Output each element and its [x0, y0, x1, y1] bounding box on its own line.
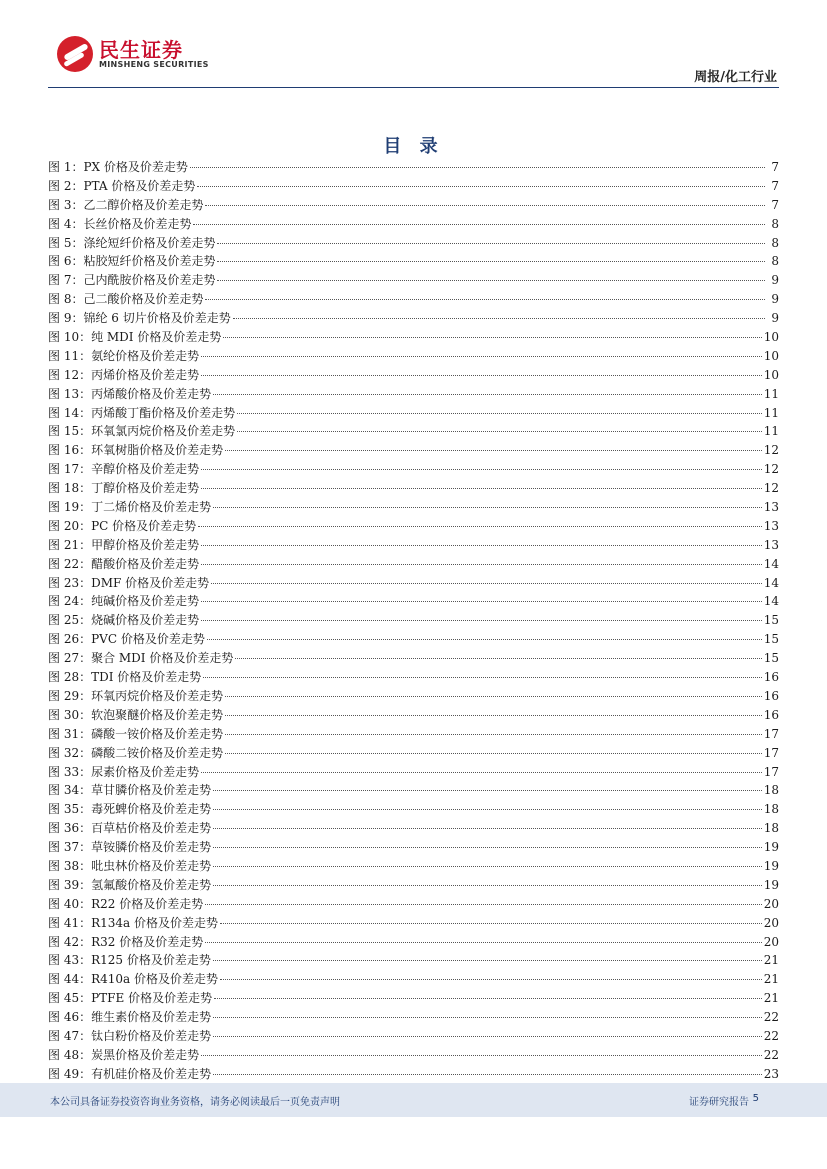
toc-entry[interactable]: [48, 290, 779, 309]
toc-leader-dots: [213, 809, 762, 810]
toc-entry[interactable]: [48, 196, 779, 215]
toc-entry-page: 17: [763, 764, 779, 779]
logo-english-name: MINSHENG SECURITIES: [99, 60, 209, 69]
report-type-label: 周报/化工行业: [694, 70, 777, 85]
toc-entry[interactable]: [48, 215, 779, 234]
toc-entry-label: 图 24：纯碱价格及价差走势: [48, 594, 200, 609]
toc-entry-label: 图 38：吡虫林价格及价差走势: [48, 858, 212, 873]
toc-leader-dots: [201, 488, 762, 489]
toc-entry[interactable]: [48, 668, 779, 687]
toc-entry-label: 图 48：炭黑价格及价差走势: [48, 1047, 200, 1062]
toc-entry-label: 图 45：PTFE 价格及价差走势: [48, 991, 213, 1006]
toc-entry[interactable]: [48, 706, 779, 725]
toc-entry-page: 19: [763, 877, 779, 892]
toc-entry-page: 21: [763, 991, 779, 1006]
toc-entry[interactable]: [48, 177, 779, 196]
toc-entry-label: 图 13：丙烯酸价格及价差走势: [48, 386, 212, 401]
toc-entry[interactable]: [48, 1065, 779, 1084]
toc-leader-dots: [203, 677, 761, 678]
toc-entry[interactable]: [48, 158, 779, 177]
toc-entry-page: 15: [763, 632, 779, 647]
toc-entry-label: 图 23：DMF 价格及价差走势: [48, 575, 210, 590]
toc-leader-dots: [213, 790, 762, 791]
toc-entry-page: 17: [763, 745, 779, 760]
toc-entry-label: 图 5：涤纶短纤价格及价差走势: [48, 235, 216, 250]
toc-leader-dots: [197, 186, 765, 187]
toc-entry-label: 图 34：草甘膦价格及价差走势: [48, 783, 212, 798]
toc-entry[interactable]: [48, 592, 779, 611]
toc-entry-label: 图 12：丙烯价格及价差走势: [48, 367, 200, 382]
toc-entry[interactable]: [48, 479, 779, 498]
toc-entry[interactable]: [48, 328, 779, 347]
toc-leader-dots: [217, 280, 765, 281]
toc-entry-label: 图 40：R22 价格及价差走势: [48, 896, 204, 911]
toc-entry-page: 11: [763, 405, 779, 420]
toc-entry[interactable]: [48, 611, 779, 630]
toc-entry[interactable]: [48, 687, 779, 706]
toc-entry-label: 图 47：钛白粉价格及价差走势: [48, 1028, 212, 1043]
toc-entry-label: 图 29：环氧丙烷价格及价差走势: [48, 688, 224, 703]
toc-entry-label: 图 28：TDI 价格及价差走势: [48, 670, 202, 685]
toc-entry-page: 15: [763, 651, 779, 666]
toc-entry-page: 8: [771, 254, 779, 269]
toc-entry[interactable]: [48, 725, 779, 744]
toc-entry[interactable]: [48, 404, 779, 423]
toc-entry-label: 图 30：软泡聚醚价格及价差走势: [48, 707, 224, 722]
toc-entry-page: 9: [771, 273, 779, 288]
toc-entry[interactable]: [48, 347, 779, 366]
toc-entry[interactable]: [48, 309, 779, 328]
toc-leader-dots: [233, 318, 765, 319]
toc-entry-page: 11: [763, 386, 779, 401]
toc-entry-page: 8: [771, 235, 779, 250]
toc-leader-dots: [217, 243, 765, 244]
toc-leader-dots: [201, 545, 762, 546]
toc-entry[interactable]: [48, 649, 779, 668]
toc-leader-dots: [213, 847, 762, 848]
toc-entry-label: 图 27：聚合 MDI 价格及价差走势: [48, 651, 234, 666]
toc-entry-page: 9: [771, 292, 779, 307]
toc-entry-page: 23: [763, 1066, 779, 1081]
toc-entry[interactable]: [48, 781, 779, 800]
toc-entry[interactable]: [48, 1027, 779, 1046]
toc-leader-dots: [201, 469, 762, 470]
toc-leader-dots: [205, 205, 765, 206]
toc-entry-label: 图 21：甲醇价格及价差走势: [48, 537, 200, 552]
toc-leader-dots: [220, 979, 762, 980]
toc-entry-page: 18: [763, 783, 779, 798]
toc-entry-label: 图 43：R125 价格及价差走势: [48, 953, 211, 968]
toc-entry[interactable]: [48, 819, 779, 838]
toc-entry-page: 18: [763, 802, 779, 817]
toc-entry[interactable]: [48, 574, 779, 593]
toc-entry[interactable]: [48, 933, 779, 952]
toc-entry[interactable]: [48, 555, 779, 574]
toc-entry-label: 图 3：乙二醇价格及价差走势: [48, 197, 204, 212]
toc-entry[interactable]: [48, 252, 779, 271]
toc-leader-dots: [213, 1036, 762, 1037]
toc-entry[interactable]: [48, 876, 779, 895]
toc-leader-dots: [201, 564, 762, 565]
toc-leader-dots: [213, 1074, 762, 1075]
footer-page-number: 5: [752, 1093, 759, 1104]
toc-entry-label: 图 14：丙烯酸丁酯价格及价差走势: [48, 405, 236, 420]
toc-entry-label: 图 11：氨纶价格及价差走势: [48, 348, 200, 363]
toc-leader-dots: [201, 375, 762, 376]
toc-entry[interactable]: [48, 744, 779, 763]
toc-entry-page: 22: [763, 1010, 779, 1025]
toc-entry-page: 17: [763, 726, 779, 741]
toc-entry-page: 19: [763, 840, 779, 855]
toc-entry[interactable]: [48, 1046, 779, 1065]
toc-entry-page: 10: [763, 330, 779, 345]
toc-entry-label: 图 10：纯 MDI 价格及价差走势: [48, 330, 222, 345]
toc-entry[interactable]: [48, 460, 779, 479]
toc-leader-dots: [198, 526, 762, 527]
footer-disclaimer: 本公司具备证券投资咨询业务资格，请务必阅读最后一页免责声明: [50, 1097, 340, 1108]
toc-entry-label: 图 44：R410a 价格及价差走势: [48, 972, 218, 987]
toc-entry[interactable]: [48, 989, 779, 1008]
toc-entry-page: 16: [763, 707, 779, 722]
toc-entry[interactable]: [48, 838, 779, 857]
toc-leader-dots: [201, 620, 762, 621]
toc-leader-dots: [223, 337, 761, 338]
toc-entry-page: 22: [763, 1047, 779, 1062]
toc-entry-page: 7: [771, 160, 779, 174]
page-header: [0, 0, 827, 92]
toc-entry-label: 图 8：己二酸价格及价差走势: [48, 292, 204, 307]
toc-leader-dots: [205, 942, 762, 943]
toc-entry-page: 12: [763, 462, 779, 477]
toc-entry-page: 15: [763, 613, 779, 628]
toc-entry-page: 16: [763, 670, 779, 685]
toc-entry-label: 图 33：尿素价格及价差走势: [48, 764, 200, 779]
toc-entry[interactable]: [48, 536, 779, 555]
toc-entry-label: 图 20：PC 价格及价差走势: [48, 518, 197, 533]
toc-leader-dots: [207, 639, 762, 640]
toc-entry-label: 图 2：PTA 价格及价差走势: [48, 178, 196, 193]
toc-entry[interactable]: [48, 498, 779, 517]
toc-entry[interactable]: [48, 763, 779, 782]
toc-entry-page: 7: [771, 178, 779, 193]
toc-entry-label: 图 42：R32 价格及价差走势: [48, 934, 204, 949]
toc-leader-dots: [190, 167, 765, 168]
toc-entry-label: 图 49：有机硅价格及价差走势: [48, 1066, 212, 1081]
company-logo: [57, 32, 217, 76]
toc-leader-dots: [225, 696, 762, 697]
toc-entry-label: 图 31：磷酸一铵价格及价差走势: [48, 726, 224, 741]
toc-leader-dots: [237, 413, 762, 414]
toc-entry[interactable]: [48, 385, 779, 404]
toc-entry[interactable]: [48, 366, 779, 385]
table-of-contents: [48, 158, 779, 1084]
toc-entry-page: 9: [771, 311, 779, 326]
toc-leader-dots: [213, 507, 762, 508]
toc-entry-label: 图 6：粘胶短纤价格及价差走势: [48, 254, 216, 269]
toc-title: 目 录: [383, 136, 444, 157]
toc-entry[interactable]: [48, 800, 779, 819]
toc-entry[interactable]: [48, 234, 779, 253]
toc-entry-page: 21: [763, 953, 779, 968]
toc-leader-dots: [201, 356, 762, 357]
toc-entry-label: 图 19：丁二烯价格及价差走势: [48, 500, 212, 515]
toc-entry-page: 13: [763, 537, 779, 552]
toc-entry-page: 20: [763, 915, 779, 930]
toc-leader-dots: [225, 715, 762, 716]
toc-leader-dots: [225, 734, 762, 735]
toc-entry-page: 13: [763, 518, 779, 533]
toc-leader-dots: [213, 866, 762, 867]
toc-entry-page: 10: [763, 367, 779, 382]
toc-entry-label: 图 46：维生素价格及价差走势: [48, 1010, 212, 1025]
toc-entry-page: 7: [771, 197, 779, 212]
toc-entry-page: 14: [763, 594, 779, 609]
toc-leader-dots: [213, 828, 762, 829]
logo-chinese-name: 民生证券: [99, 38, 183, 62]
toc-leader-dots: [220, 923, 762, 924]
toc-entry[interactable]: [48, 895, 779, 914]
logo-mark-icon: [57, 36, 93, 72]
toc-entry[interactable]: [48, 857, 779, 876]
toc-entry-label: 图 36：百草枯价格及价差走势: [48, 821, 212, 836]
toc-entry-label: 图 7：己内酰胺价格及价差走势: [48, 273, 216, 288]
toc-entry-label: 图 39：氢氟酸价格及价差走势: [48, 877, 212, 892]
toc-leader-dots: [201, 601, 762, 602]
toc-entry[interactable]: [48, 271, 779, 290]
page-footer: [0, 1083, 827, 1117]
toc-entry-page: 21: [763, 972, 779, 987]
header-divider: [48, 87, 779, 88]
toc-entry-page: 12: [763, 443, 779, 458]
toc-entry[interactable]: [48, 441, 779, 460]
toc-entry[interactable]: [48, 951, 779, 970]
toc-entry-label: 图 9：锦纶 6 切片价格及价差走势: [48, 311, 231, 326]
toc-entry-label: 图 35：毒死蜱价格及价差走势: [48, 802, 212, 817]
toc-leader-dots: [213, 885, 762, 886]
toc-entry-page: 12: [763, 481, 779, 496]
toc-leader-dots: [211, 583, 762, 584]
toc-entry-label: 图 22：醋酸价格及价差走势: [48, 556, 200, 571]
toc-entry-label: 图 17：辛醇价格及价差走势: [48, 462, 200, 477]
toc-entry[interactable]: [48, 517, 779, 536]
toc-entry-page: 13: [763, 500, 779, 515]
toc-entry[interactable]: [48, 630, 779, 649]
toc-leader-dots: [193, 224, 765, 225]
toc-leader-dots: [214, 998, 762, 999]
toc-leader-dots: [225, 753, 762, 754]
toc-leader-dots: [217, 261, 765, 262]
toc-leader-dots: [235, 658, 761, 659]
toc-entry-page: 11: [763, 424, 779, 439]
toc-leader-dots: [213, 394, 762, 395]
toc-entry-page: 16: [763, 688, 779, 703]
toc-entry[interactable]: [48, 422, 779, 441]
toc-leader-dots: [213, 1017, 762, 1018]
toc-entry-label: 图 1：PX 价格及价差走势: [48, 160, 188, 174]
toc-entry-label: 图 26：PVC 价格及价差走势: [48, 632, 205, 647]
toc-entry-page: 20: [763, 934, 779, 949]
toc-entry[interactable]: [48, 970, 779, 989]
toc-entry[interactable]: [48, 1008, 779, 1027]
toc-entry-page: 14: [763, 556, 779, 571]
toc-entry-page: 10: [763, 348, 779, 363]
toc-entry-page: 20: [763, 896, 779, 911]
toc-entry-page: 22: [763, 1028, 779, 1043]
toc-entry-label: 图 18：丁醇价格及价差走势: [48, 481, 200, 496]
toc-leader-dots: [205, 904, 762, 905]
toc-entry-label: 图 4：长丝价格及价差走势: [48, 216, 192, 231]
toc-entry-label: 图 16：环氧树脂价格及价差走势: [48, 443, 224, 458]
toc-entry-label: 图 41：R134a 价格及价差走势: [48, 915, 218, 930]
toc-leader-dots: [205, 299, 765, 300]
toc-entry-page: 8: [771, 216, 779, 231]
toc-leader-dots: [201, 1055, 762, 1056]
toc-entry-label: 图 25：烧碱价格及价差走势: [48, 613, 200, 628]
toc-entry[interactable]: [48, 914, 779, 933]
toc-leader-dots: [213, 960, 762, 961]
toc-leader-dots: [237, 431, 762, 432]
toc-leader-dots: [225, 450, 762, 451]
toc-entry-page: 14: [763, 575, 779, 590]
toc-entry-page: 18: [763, 821, 779, 836]
toc-entry-label: 图 37：草铵膦价格及价差走势: [48, 840, 212, 855]
toc-entry-label: 图 15：环氧氯丙烷价格及价差走势: [48, 424, 236, 439]
footer-doc-type: 证券研究报告: [689, 1097, 749, 1108]
toc-entry-page: 19: [763, 858, 779, 873]
toc-leader-dots: [201, 772, 762, 773]
toc-entry-label: 图 32：磷酸二铵价格及价差走势: [48, 745, 224, 760]
